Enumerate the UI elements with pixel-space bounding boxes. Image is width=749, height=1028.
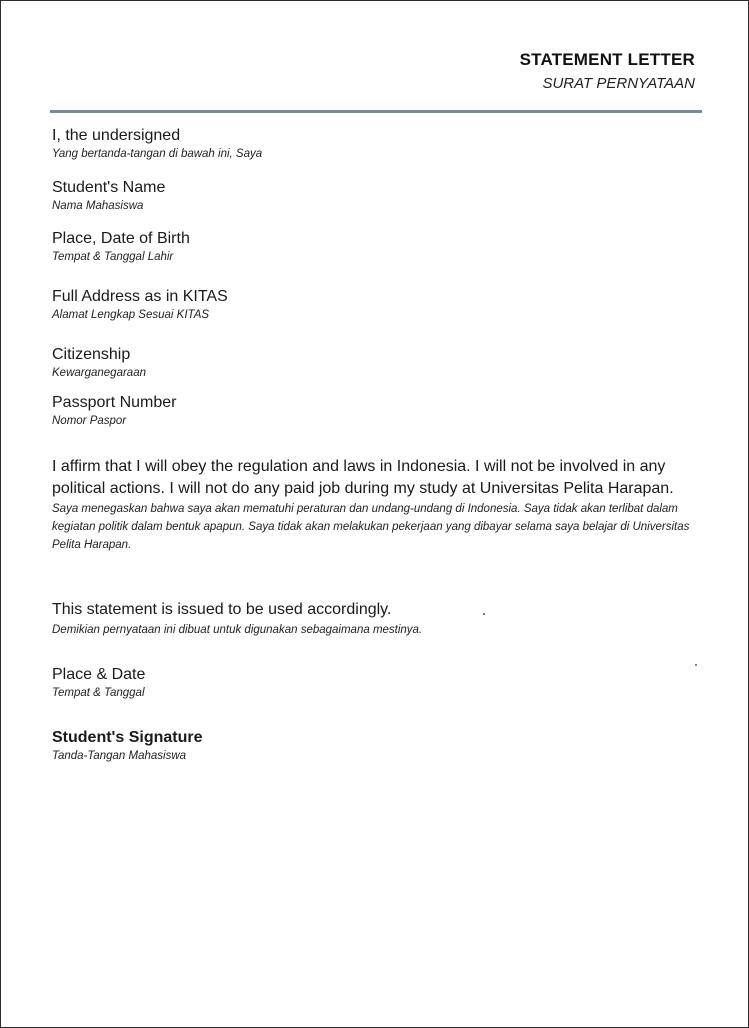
field-label-en: Place, Date of Birth [52,230,190,247]
field-label-en: I, the undersigned [52,127,181,144]
field-label-en: Passport Number [52,394,177,411]
field-label-id: Nama Mahasiswa [52,200,144,212]
place-date-label-id: Tempat & Tanggal [52,687,145,699]
scan-speck [483,613,485,615]
statement-text-id: Demikian pernyataan ini dibuat untuk digunakan sebagaimana mestinya. [52,624,423,636]
field-undersigned [52,126,262,162]
signature-label-en: Student's Signature [52,729,203,746]
letter-subtitle: SURAT PERNYATAAN [542,75,695,92]
letter-title: STATEMENT LETTER [519,50,695,69]
affirmation-text-en: I affirm that I will obey the regulation and laws in Indonesia. I will not be involved in any political actions. I will not do any paid job during my study at Universitas Pelita Harapan. [52,458,674,497]
field-label-id: Alamat Lengkap Sesuai KITAS [52,309,210,321]
field-label-id: Tempat & Tanggal Lahir [52,251,174,263]
field-passport-number [52,393,177,429]
field-label-id: Nomor Paspor [52,415,127,427]
place-date-label-en: Place & Date [52,666,146,683]
student-signature [52,728,202,764]
statement-text-en: This statement is issued to be used accordingly. [52,601,392,618]
field-student-name [52,178,165,214]
field-label-id: Kewarganegaraan [52,367,146,379]
statement-paragraph [52,599,704,639]
signature-label-id: Tanda-Tangan Mahasiswa [52,750,187,762]
field-label-en: Citizenship [52,346,131,363]
field-label-en: Full Address as in KITAS [52,288,228,305]
affirmation-paragraph [52,456,704,554]
field-label-id: Yang bertanda-tangan di bawah ini, Saya [52,148,263,160]
field-citizenship [52,345,146,381]
field-full-address [52,287,228,323]
scan-speck [695,664,697,666]
letter-header [520,49,695,94]
field-place-date-of-birth [52,229,190,265]
header-divider [50,110,702,113]
place-and-date [52,665,145,701]
affirmation-text-id: Saya menegaskan bahwa saya akan mematuhi peraturan dan undang-undang di Indonesia. Saya tidak akan terlibat dalam kegiatan politik dalam bentuk apapun. Saya tidak akan melakukan pekerjaan yang dibayar selama saya belajar di Universitas Pelita Harapan. [52,503,690,551]
field-label-en: Student's Name [52,179,166,196]
